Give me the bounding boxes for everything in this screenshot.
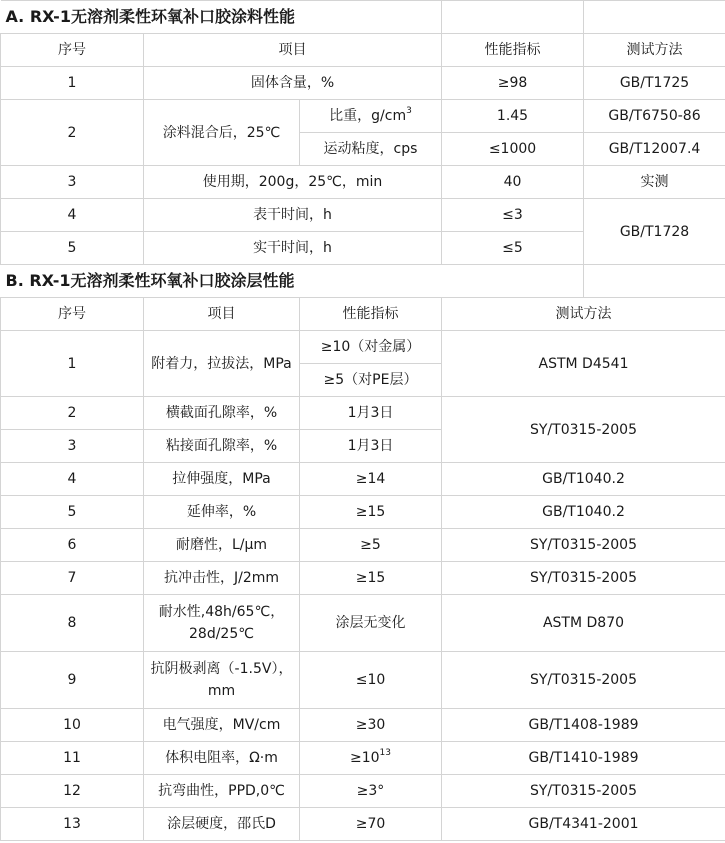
cell-subitem [300,100,442,133]
header-method: 测试方法 [584,34,725,67]
table-b-title: B. RX-1无溶剂柔性环氧补口胶涂层性能 [1,265,584,298]
cell-item: 拉伸强度，MPa [144,463,300,496]
cell-no: 13 [1,808,144,841]
cell-no: 3 [1,166,144,199]
cell-no: 12 [1,775,144,808]
table-row [1,463,725,496]
table-row [1,166,725,199]
cell-item: 耐水性,48h/65℃，28d/25℃ [144,595,300,652]
table-row [1,397,725,430]
cell-method: SY/T0315-2005 [442,562,725,595]
cell-item: 附着力，拉拔法，MPa [144,331,300,397]
cell-method: GB/T1040.2 [442,463,725,496]
subitem-text: 比重，g/cm [329,108,407,124]
cell-item: 抗阴极剥离（-1.5V），mm [144,652,300,709]
cell-method: SY/T0315-2005 [442,652,725,709]
cell-method: GB/T4341-2001 [442,808,725,841]
cell-no: 6 [1,529,144,562]
cell-no: 8 [1,595,144,652]
cell-spec: ≥15 [300,562,442,595]
cell-item: 延伸率，% [144,496,300,529]
header-spec: 性能指标 [442,34,584,67]
cell-spec: 1月3日 [300,397,442,430]
table-row [1,595,725,652]
table-b-header-row [1,298,725,331]
header-no: 序号 [1,34,144,67]
cell-spec: 1.45 [442,100,584,133]
table-a-title-spacer [584,1,725,34]
cell-no: 3 [1,430,144,463]
table-row [1,67,725,100]
cell-spec: ≥10（对金属） [300,331,442,364]
cell-spec: ≤10 [300,652,442,709]
table-a-header-row [1,34,725,67]
cell-method: GB/T1410-1989 [442,742,725,775]
cell-no: 2 [1,397,144,430]
cell-spec: ≤5 [442,232,584,265]
table-row [1,199,725,232]
cell-method: SY/T0315-2005 [442,529,725,562]
table-a-title: A. RX-1无溶剂柔性环氧补口胶涂料性能 [1,1,442,34]
table-b-title-spacer [584,265,725,298]
cell-item: 表干时间，h [144,199,442,232]
table-a-title-spacer [442,1,584,34]
table-row [1,742,725,775]
cell-spec: ≥5 [300,529,442,562]
cell-method: GB/T1728 [584,199,725,265]
table-row [1,775,725,808]
cell-item: 电气强度，MV/cm [144,709,300,742]
cell-spec: 1月3日 [300,430,442,463]
cell-method: ASTM D4541 [442,331,725,397]
table-row [1,652,725,709]
cell-method: GB/T12007.4 [584,133,725,166]
table-row [1,496,725,529]
cell-item: 粘接面孔隙率，% [144,430,300,463]
cell-item: 涂层硬度，邵氏D [144,808,300,841]
cell-method: GB/T1408-1989 [442,709,725,742]
cell-item: 抗冲击性，J/2mm [144,562,300,595]
table-row [1,808,725,841]
header-no: 序号 [1,298,144,331]
superscript: 13 [379,748,391,759]
cell-spec: ≥98 [442,67,584,100]
cell-no: 10 [1,709,144,742]
header-spec: 性能指标 [300,298,442,331]
header-method: 测试方法 [442,298,725,331]
cell-item: 耐磨性，L/μm [144,529,300,562]
cell-spec: ≥70 [300,808,442,841]
cell-no: 1 [1,67,144,100]
cell-method: ASTM D870 [442,595,725,652]
cell-method: SY/T0315-2005 [442,397,725,463]
cell-method: GB/T1725 [584,67,725,100]
cell-method: GB/T1040.2 [442,496,725,529]
cell-item: 抗弯曲性，PPD,0℃ [144,775,300,808]
cell-method: 实测 [584,166,725,199]
cell-no: 1 [1,331,144,397]
cell-spec [300,742,442,775]
cell-item: 涂料混合后，25℃ [144,100,300,166]
cell-spec: ≤1000 [442,133,584,166]
cell-item: 实干时间，h [144,232,442,265]
header-item: 项目 [144,298,300,331]
cell-item: 横截面孔隙率，% [144,397,300,430]
superscript: 3 [406,106,412,117]
cell-no: 5 [1,232,144,265]
cell-item: 体积电阻率，Ω·m [144,742,300,775]
cell-no: 5 [1,496,144,529]
cell-method: SY/T0315-2005 [442,775,725,808]
cell-spec: ≥14 [300,463,442,496]
header-item: 项目 [144,34,442,67]
spec-text: ≥10 [350,750,380,766]
table-row [1,331,725,364]
cell-no: 7 [1,562,144,595]
cell-spec: ≥3° [300,775,442,808]
cell-method: GB/T6750-86 [584,100,725,133]
cell-spec: 40 [442,166,584,199]
cell-no: 11 [1,742,144,775]
cell-no: 4 [1,463,144,496]
cell-item: 固体含量，% [144,67,442,100]
cell-spec: ≥30 [300,709,442,742]
cell-spec: ≤3 [442,199,584,232]
table-row [1,529,725,562]
cell-no: 4 [1,199,144,232]
cell-spec: ≥5（对PE层） [300,364,442,397]
table-row [1,100,725,133]
cell-subitem: 运动粘度，cps [300,133,442,166]
cell-spec: 涂层无变化 [300,595,442,652]
cell-spec: ≥15 [300,496,442,529]
cell-no: 9 [1,652,144,709]
table-row [1,562,725,595]
table-row [1,709,725,742]
cell-no: 2 [1,100,144,166]
cell-item: 使用期，200g，25℃，min [144,166,442,199]
